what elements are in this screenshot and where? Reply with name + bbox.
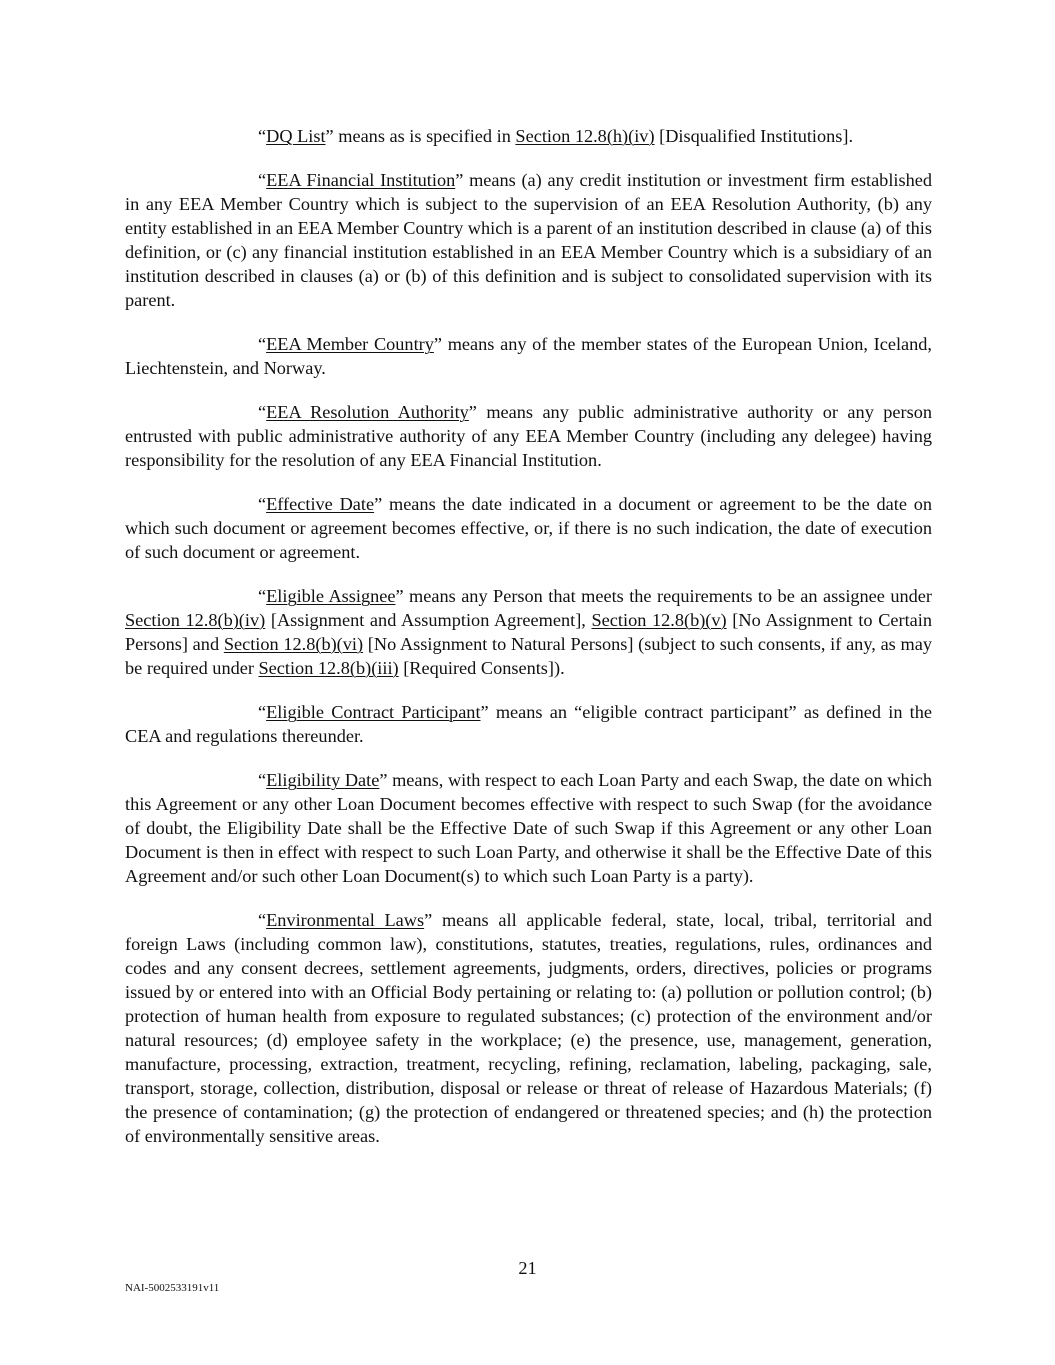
page-number: 21 bbox=[518, 1258, 537, 1278]
defined-term: DQ List bbox=[266, 126, 326, 146]
defined-term: Eligibility Date bbox=[266, 770, 380, 790]
defined-term: Eligible Contract Participant bbox=[266, 702, 481, 722]
defined-term: EEA Member Country bbox=[266, 334, 434, 354]
definition-effective-date: “Effective Date” means the date indicated in a document or agreement to be the date on which such document or agreement becomes effective, or, if there is no such indication, the date of execution of such document or agreement. bbox=[125, 494, 932, 562]
document-id: NAI-5002533191v11 bbox=[125, 1282, 220, 1294]
definition-eea-financial-institution: “EEA Financial Institution” means (a) any credit institution or investment firm established in any EEA Member Country which is subject to the supervision of an EEA Resolution Authority, (b) any entity established in an EEA Member Country which is a parent of an institution described in clause (a) of this definition, or (c) any financial institution established in an EEA Member Country which is a subsidiary of an institution described in clauses (a) or (b) of this definition and is subject to consolidated supervision with its parent. bbox=[125, 170, 932, 310]
definition-eligibility-date: “Eligibility Date” means, with respect to each Loan Party and each Swap, the date on which this Agreement or any other Loan Document becomes effective with respect to such Swap (for the avoidance of doubt, the Eligibility Date shall be the Effective Date of such Swap if this Agreement or any other Loan Document is then in effect with respect to such Loan Party, and otherwise it shall be the Effective Date of this Agreement and/or such other Loan Document(s) to which such Loan Party is a party). bbox=[125, 770, 932, 886]
definition-eea-resolution-authority: “EEA Resolution Authority” means any public administrative authority or any person entrusted with public administrative authority of any EEA Member Country (including any delegee) having responsibility for the resolution of any EEA Financial Institution. bbox=[125, 402, 932, 470]
definition-eligible-contract-participant: “Eligible Contract Participant” means an “eligible contract participant” as defined in the CEA and regulations thereunder. bbox=[125, 702, 932, 746]
section-reference: Section 12.8(b)(v) bbox=[591, 610, 727, 630]
definition-dq-list: “DQ List” means as is specified in Section 12.8(h)(iv) [Disqualified Institutions]. bbox=[258, 126, 854, 146]
defined-term: Eligible Assignee bbox=[266, 586, 396, 606]
definition-eligible-assignee: “Eligible Assignee” means any Person that meets the requirements to be an assignee under Section 12.8(b)(iv) [Assignment and Assumption Agreement], Section 12.8(b)(v) [No Assignment to Certain Persons] and Section 12.8(b)(vi) [No Assignment to Natural Persons] (subject to such consents, if any, as may be required under Section 12.8(b)(iii) [Required Consents]). bbox=[125, 586, 933, 678]
defined-term: Effective Date bbox=[266, 494, 375, 514]
defined-term: EEA Financial Institution bbox=[266, 170, 456, 190]
definition-environmental-laws: “Environmental Laws” means all applicable federal, state, local, tribal, territorial and foreign Laws (including common law), constitutions, statutes, treaties, regulations, rules, ordinances and codes and any consent decrees, settlement agreements, judgments, orders, directives, policies or programs issued by or entered into with an Official Body pertaining or relating to: (a) pollution or pollution control; (b) protection of human health from exposure to regulated substances; (c) protection of the environment and/or natural resources; (d) employee safety in the workplace; (e) the presence, use, management, generation, manufacture, processing, extraction, treatment, recycling, refining, reclamation, labeling, packaging, sale, transport, storage, collection, distribution, disposal or release or threat of release of Hazardous Materials; (f) the presence of contamination; (g) the protection of endangered or threatened species; and (h) the protection of environmentally sensitive areas. bbox=[125, 910, 933, 1146]
document-body bbox=[125, 124, 932, 1168]
definition-eea-member-country: “EEA Member Country” means any of the member states of the European Union, Iceland, Liechtenstein, and Norway. bbox=[125, 334, 932, 378]
defined-term: EEA Resolution Authority bbox=[266, 402, 469, 422]
section-reference: Section 12.8(b)(iii) bbox=[258, 658, 399, 678]
section-reference: Section 12.8(b)(iv) bbox=[125, 610, 266, 630]
section-reference: Section 12.8(b)(vi) bbox=[223, 634, 364, 654]
defined-term: Environmental Laws bbox=[266, 910, 425, 930]
section-reference: Section 12.8(h)(iv) bbox=[515, 126, 655, 146]
